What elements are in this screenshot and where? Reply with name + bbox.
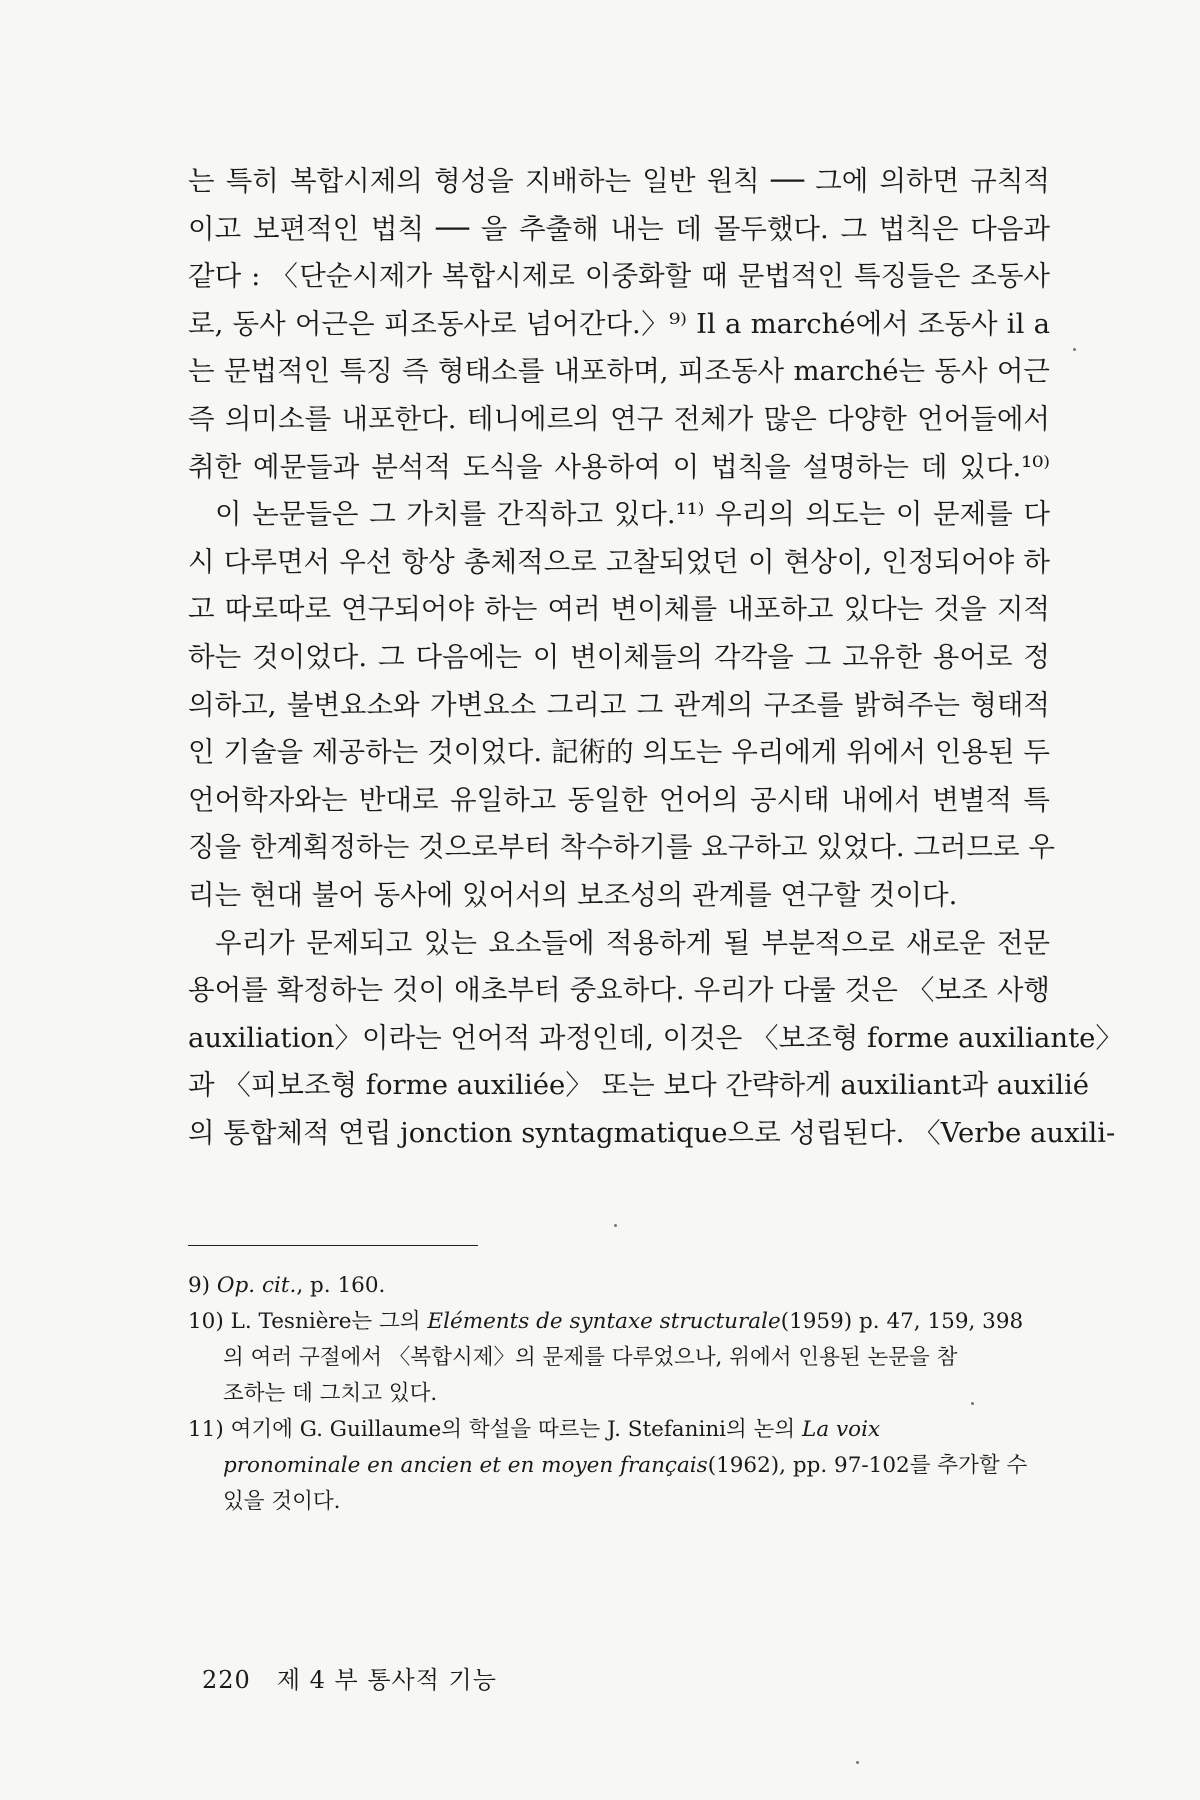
footnote-marker: 11) (188, 1417, 224, 1442)
paragraph-start-line: 우리가 문제되고 있는 요소들에 적용하게 될 부분적으로 새로운 전문 (215, 926, 1050, 959)
footnote-line (188, 1304, 1050, 1340)
body-line: 인 기술을 제공하는 것이었다. 記術的 의도는 우리에게 위에서 인용된 두 (188, 736, 1050, 769)
scan-speck (856, 1761, 859, 1764)
body-line: 는 문법적인 특징 즉 형태소를 내포하며, 피조동사 marché는 동사 어근 (188, 355, 1050, 388)
body-line: 는 특히 복합시제의 형성을 지배하는 일반 원칙 ── 그에 의하면 규칙적 (188, 165, 1050, 197)
body-line: 용어를 확정하는 것이 애초부터 중요하다. 우리가 다룰 것은 〈보조 사행 (188, 974, 1050, 1007)
body-line: auxiliation〉이라는 언어적 과정인데, 이것은 〈보조형 forme auxiliante〉 (188, 1021, 1123, 1054)
paragraph-end-line: 리는 현대 불어 동사에 있어서의 보조성의 관계를 연구할 것이다. (188, 878, 958, 911)
book-title: Eléments de syntaxe structurale (427, 1309, 781, 1334)
body-line: 언어학자와는 반대로 유일하고 동일한 언어의 공시태 내에서 변별적 특 (188, 783, 1050, 816)
scan-speck (971, 1402, 974, 1405)
body-line: 취한 예문들과 분석적 도식을 사용하여 이 법칙을 설명하는 데 있다.¹⁰⁾ (188, 450, 1050, 483)
body-line: 즉 의미소를 내포한다. 테니에르의 연구 전체가 많은 다양한 언어들에서 (188, 402, 1050, 435)
footnote-9 (188, 1268, 1050, 1304)
footnote-text: (1962), pp. 97-102를 추가할 수 (707, 1453, 1028, 1478)
body-line: 징을 한계획정하는 것으로부터 착수하기를 요구하고 있었다. 그러므로 우 (188, 831, 1055, 864)
footnote-11 (188, 1412, 1050, 1520)
body-line: 이고 보편적인 법칙 ── 을 추출해 내는 데 몰두했다. 그 법칙은 다음과 (188, 212, 1050, 245)
footnote-line: 조하는 데 그치고 있다. (223, 1381, 438, 1406)
page-footer (202, 1660, 497, 1695)
paragraph-start-line: 이 논문들은 그 가치를 간직하고 있다.¹¹⁾ 우리의 의도는 이 문제를 다 (215, 498, 1050, 531)
body-line: 과 〈피보조형 forme auxiliée〉 또는 보다 간략하게 auxiliant과 auxilié (188, 1069, 1090, 1102)
footnotes (188, 1268, 1050, 1520)
footnote-line: 의 여러 구절에서 〈복합시제〉의 문제를 다루었으나, 위에서 인용된 논문을 참 (223, 1345, 958, 1370)
body-line: 같다 : 〈단순시제가 복합시제로 이중화할 때 문법적인 특징들은 조동사 (188, 260, 1050, 293)
footnote-line: 있을 것이다. (223, 1489, 341, 1514)
footnote-text: 여기에 G. Guillaume의 학설을 따르는 J. Stefanini의 논의 (230, 1417, 803, 1442)
body-line: 의하고, 불변요소와 가변요소 그리고 그 관계의 구조를 밝혀주는 형태적 (188, 688, 1050, 721)
body-line: 시 다루면서 우선 항상 총체적으로 고찰되었던 이 현상이, 인정되어야 하 (188, 545, 1050, 578)
citation-italic: Op. cit. (216, 1273, 297, 1298)
footnote-marker: 10) (188, 1309, 224, 1334)
body-line: 로, 동사 어근은 피조동사로 넘어간다.〉⁹⁾ Il a marché에서 조동사 il a (188, 307, 1050, 340)
book-title: La voix (802, 1417, 881, 1442)
footnote-line (188, 1412, 1050, 1448)
body-line: 하는 것이었다. 그 다음에는 이 변이체들의 각각을 그 고유한 용어로 정 (188, 640, 1050, 673)
scan-speck (614, 1224, 617, 1227)
footnote-separator (188, 1245, 478, 1246)
body-text (188, 158, 1123, 1157)
page-number: 220 (202, 1666, 251, 1694)
footnote-text: L. Tesnière는 그의 (230, 1309, 428, 1334)
footnote-line (188, 1268, 1050, 1304)
body-line: 의 통합체적 연립 jonction syntagmatique으로 성립된다. 〈Verbe auxili- (188, 1116, 1116, 1149)
footnote-text: , p. 160. (296, 1273, 386, 1298)
book-title: pronominale en ancien et en moyen français (223, 1453, 708, 1478)
footnote-line (188, 1448, 1050, 1484)
section-title: 제 4 부 통사적 기능 (276, 1666, 497, 1694)
body-line: 고 따로따로 연구되어야 하는 여러 변이체를 내포하고 있다는 것을 지적 (188, 593, 1050, 626)
footnote-marker: 9) (188, 1273, 211, 1298)
scan-speck (1073, 348, 1076, 351)
footnote-text: (1959) p. 47, 159, 398 (780, 1309, 1024, 1334)
footnote-10 (188, 1304, 1050, 1412)
